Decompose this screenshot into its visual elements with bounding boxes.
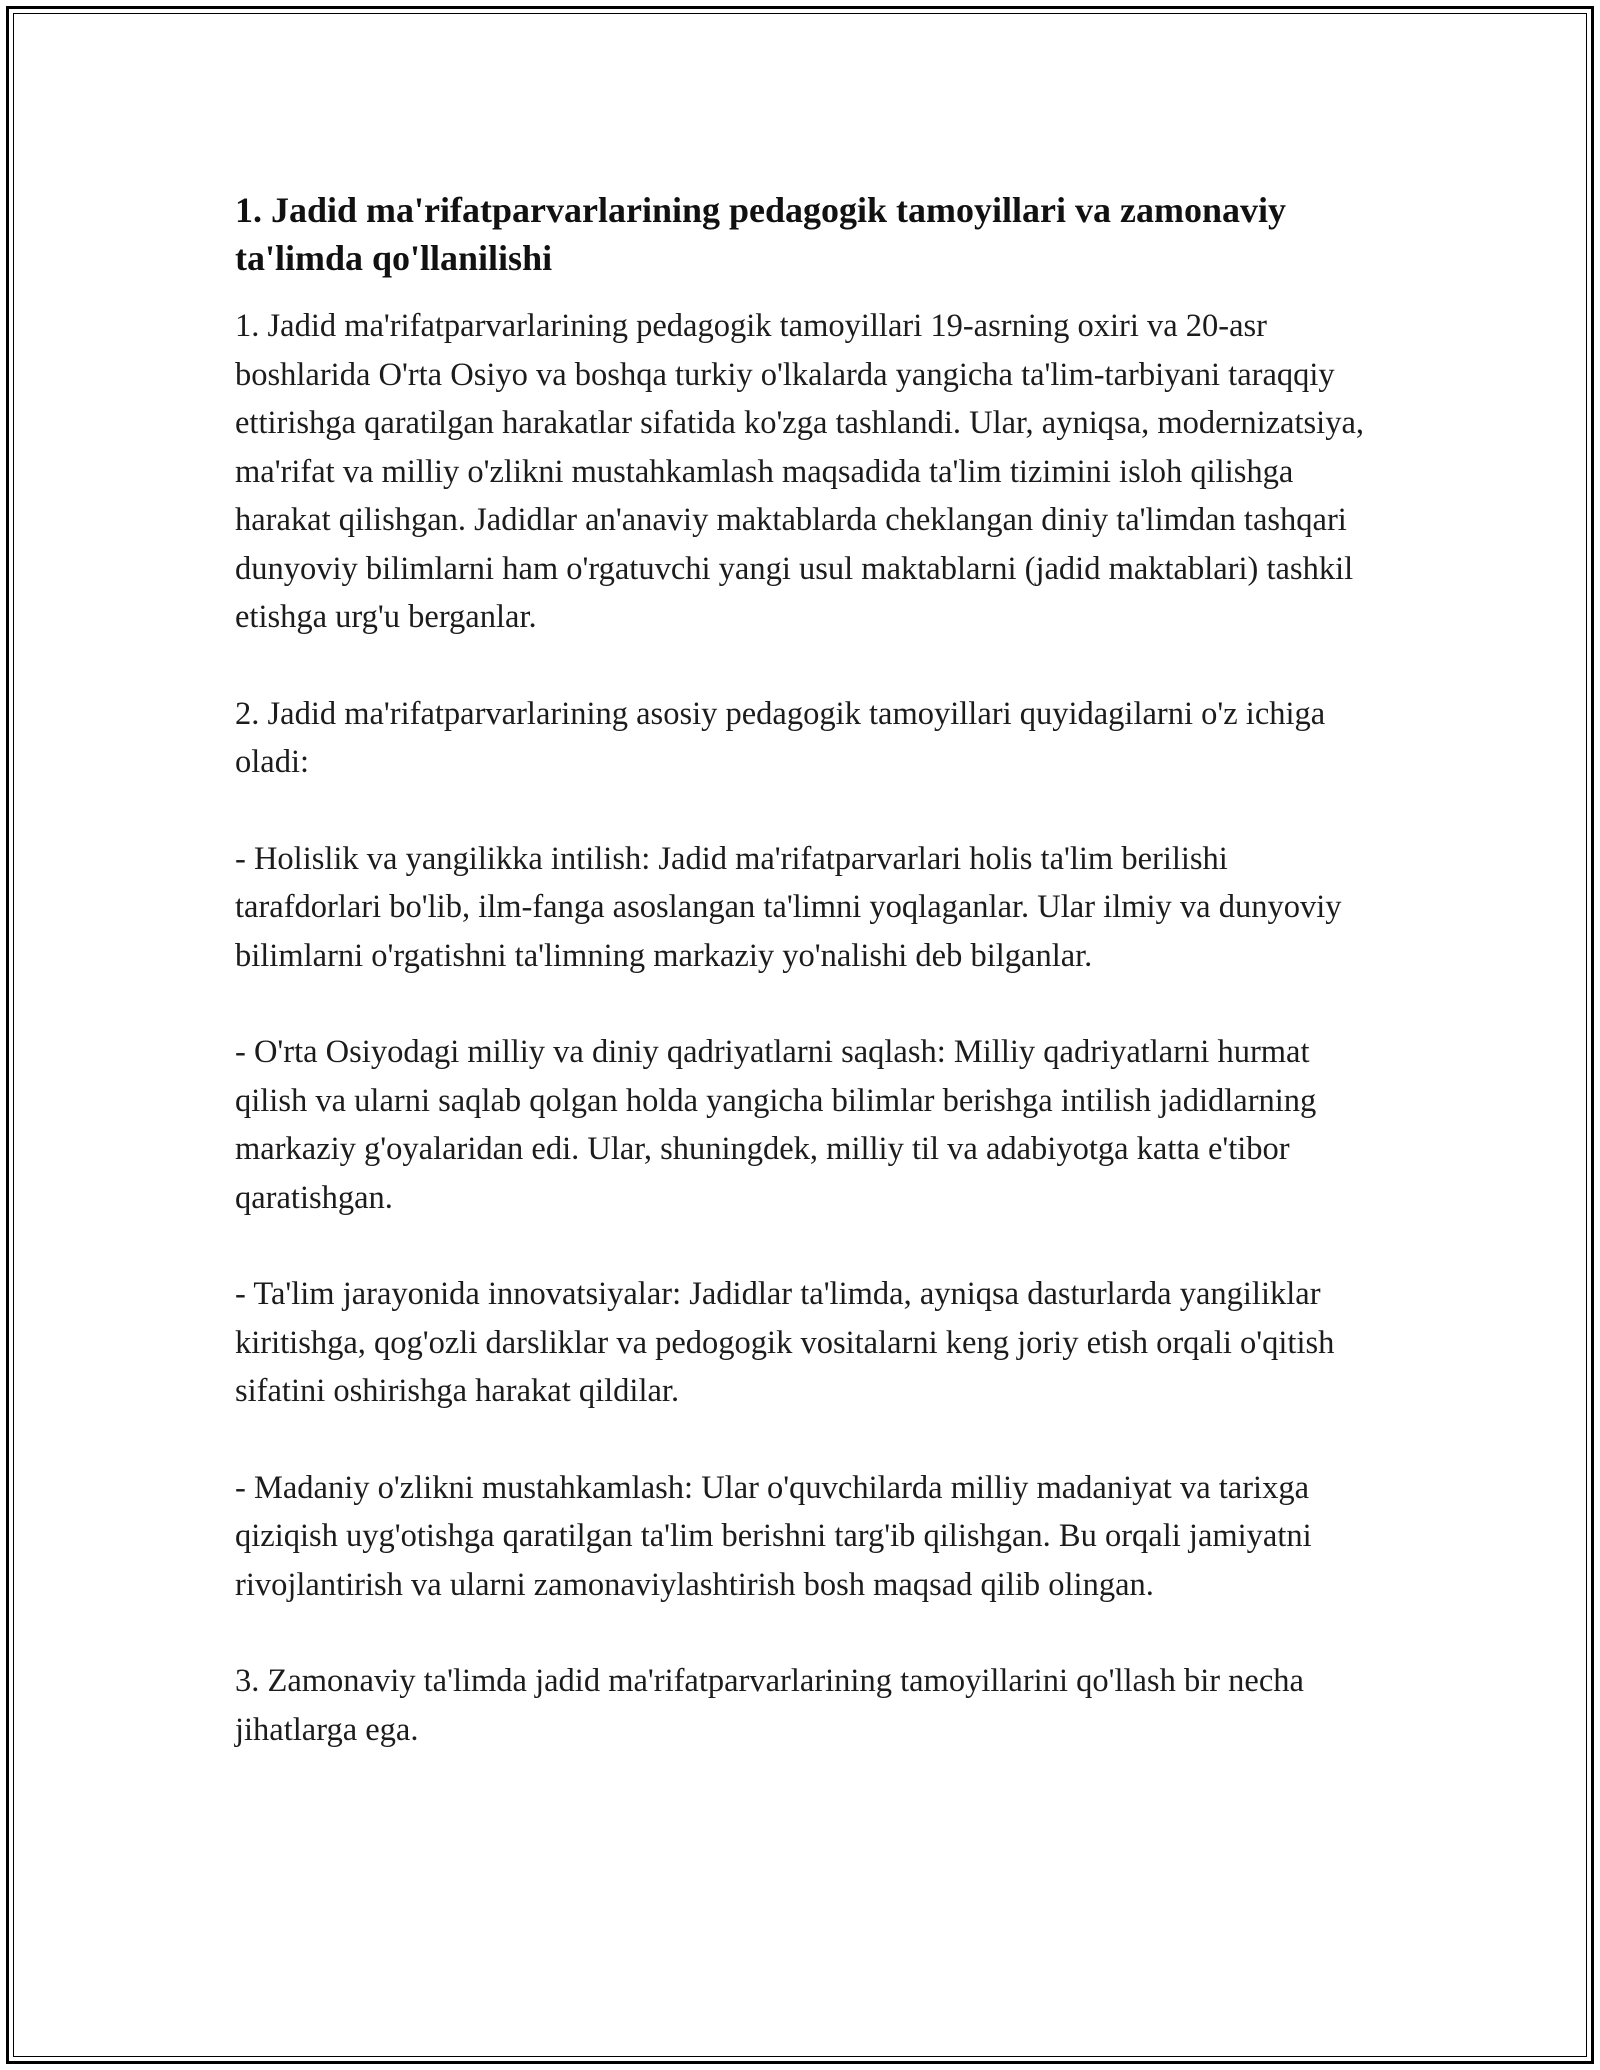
paragraph-intro: 1. Jadid ma'rifatparvarlarining pedagogik tamoyillari 19-asrning oxiri va 20-asr boshlarida O'rta Osiyo va boshqa turkiy o'lkalarda yangicha ta'lim-tarbiyani taraqqiy ettirishga qaratilgan harakatlar sifatida ko'zga tashlandi. Ular, ayniqsa, modernizatsiya, ma'rifat va milliy o'zlikni mustahkamlash maqsadida ta'lim tizimini isloh qilishga harakat qilishgan. Jadidlar an'anaviy maktablarda cheklangan diniy ta'limdan tashqari dunyoviy bilimlarni ham o'rgatuvchi yangi usul maktablarni (jadid maktablari) tashkil etishga urg'u berganlar.: [235, 308, 1364, 635]
paragraph-principle-innovation: - Ta'lim jarayonida innovatsiyalar: Jadidlar ta'limda, ayniqsa dasturlarda yangiliklar kiritishga, qog'ozli darsliklar va pedogogik vositalarni keng joriy etish orqali o'qitish sifatini oshirishga harakat qildilar.: [235, 1276, 1335, 1409]
paragraph-principle-objectivity: - Holislik va yangilikka intilish: Jadid ma'rifatparvarlari holis ta'lim berilishi tarafdorlari bo'lib, ilm-fanga asoslangan ta'limni yoqlaganlar. Ular ilmiy va dunyoviy bilimlarni o'rgatishni ta'limning markaziy yo'nalishi deb bilganlar.: [235, 840, 1342, 974]
document-title: 1. Jadid ma'rifatparvarlarining pedagogik tamoyillari va zamonaviy ta'limda qo'llanilishi: [235, 190, 1286, 278]
document-body: [235, 186, 1375, 1802]
paragraph-principles-lead: 2. Jadid ma'rifatparvarlarining asosiy pedagogik tamoyillari quyidagilarni o'z ichiga oladi:: [235, 695, 1326, 780]
paragraph-modern-application: 3. Zamonaviy ta'limda jadid ma'rifatparvarlarining tamoyillarini qo'llash bir necha jihatlarga ega.: [235, 1663, 1304, 1748]
paragraph-principle-values: - O'rta Osiyodagi milliy va diniy qadriyatlarni saqlash: Milliy qadriyatlarni hurmat qilish va ularni saqlab qolgan holda yangicha bilimlar berishga intilish jadidlarning markaziy g'oyalaridan edi. Ular, shuningdek, milliy til va adabiyotga katta e'tibor qaratishgan.: [235, 1034, 1317, 1216]
paragraph-principle-identity: - Madaniy o'zlikni mustahkamlash: Ular o'quvchilarda milliy madaniyat va tarixga qiziqish uyg'otishga qaratilgan ta'lim berishni targ'ib qilishgan. Bu orqali jamiyatni rivojlantirish va ularni zamonaviylashtirish bosh maqsad qilib olingan.: [235, 1469, 1312, 1603]
